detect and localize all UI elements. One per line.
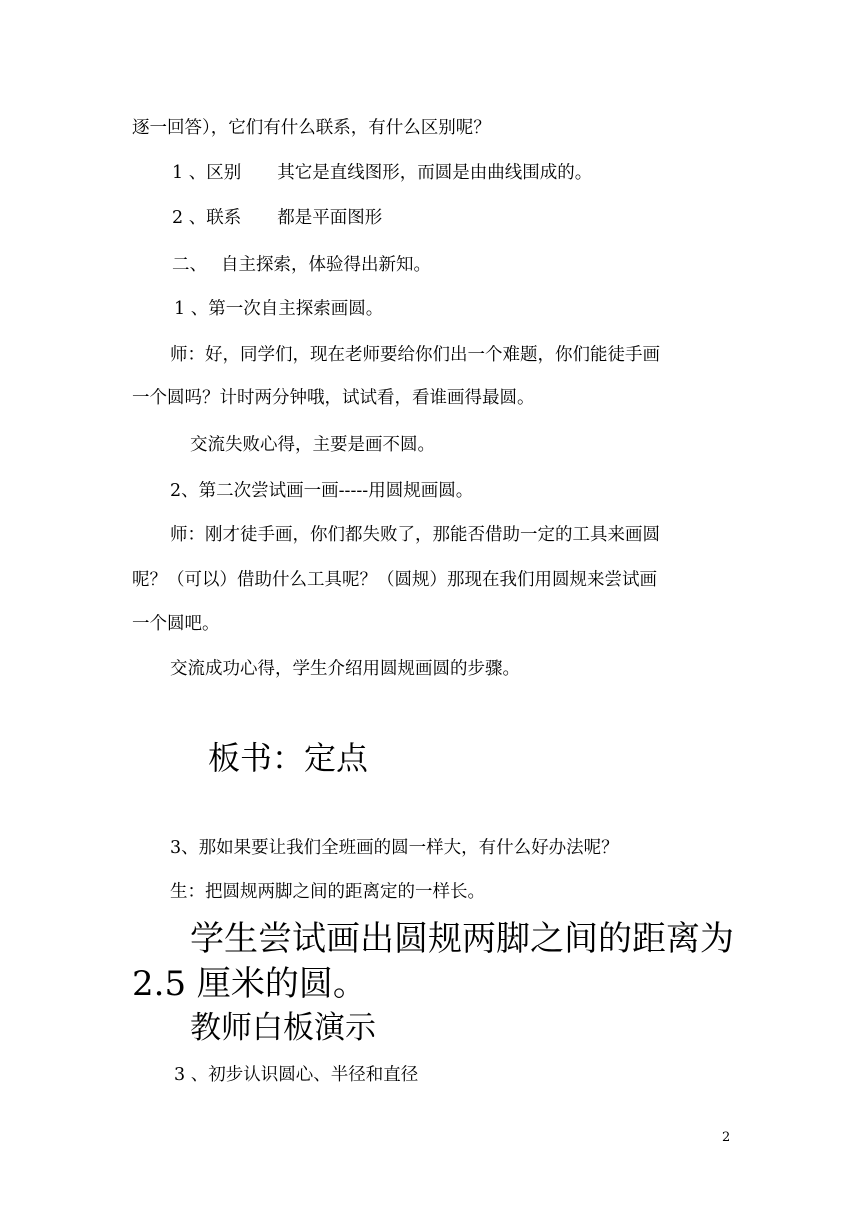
text-line: 1 、第一次自主探索画圆。 <box>174 299 384 319</box>
text-line: 2、第二次尝试画一画-----用圆规画圆。 <box>170 481 474 501</box>
section-title: 自主探索，体验得出新知。 <box>221 255 431 275</box>
page-number: 2 <box>722 1130 731 1145</box>
text-line: 逐一回答），它们有什么联系，有什么区别呢？ <box>132 118 491 138</box>
section-heading <box>172 253 431 277</box>
large-text-line: 教师白板演示 <box>190 1010 376 1046</box>
text-line: 一个圆吗？计时两分钟哦，试试看，看谁画得最圆。 <box>132 388 535 408</box>
list-label: 1 、区别 <box>172 163 242 183</box>
text-line: 交流成功心得，学生介绍用圆规画圆的步骤。 <box>170 659 520 679</box>
section-number: 二、 <box>172 255 207 275</box>
text-line: 生：把圆规两脚之间的距离定的一样长。 <box>170 882 485 902</box>
text-line <box>172 161 592 185</box>
text-line: 师：好，同学们，现在老师要给你们出一个难题，你们能徒手画 <box>170 345 660 365</box>
text-line: 一个圆吧。 <box>132 614 220 634</box>
large-text-line: 学生尝试画出圆规两脚之间的距离为 <box>190 919 734 959</box>
text-line: 呢？（可以）借助什么工具呢？（圆规）那现在我们用圆规来尝试画 <box>132 570 657 590</box>
text-line <box>172 206 382 230</box>
large-text-line: 2.5 厘米的圆。 <box>132 964 367 1004</box>
text-line: 交流失败心得，主要是画不圆。 <box>190 435 435 455</box>
text-line: 3 、初步认识圆心、半径和直径 <box>174 1065 419 1085</box>
text-line: 3、那如果要让我们全班画的圆一样大，有什么好办法呢？ <box>170 838 619 858</box>
board-title: 板书：定点 <box>208 739 369 777</box>
list-text: 都是平面图形 <box>277 208 383 228</box>
list-label: 2 、联系 <box>172 208 242 228</box>
text-line: 师：刚才徒手画，你们都失败了，那能否借助一定的工具来画圆 <box>170 525 660 545</box>
list-text: 其它是直线图形，而圆是由曲线围成的。 <box>277 163 593 183</box>
